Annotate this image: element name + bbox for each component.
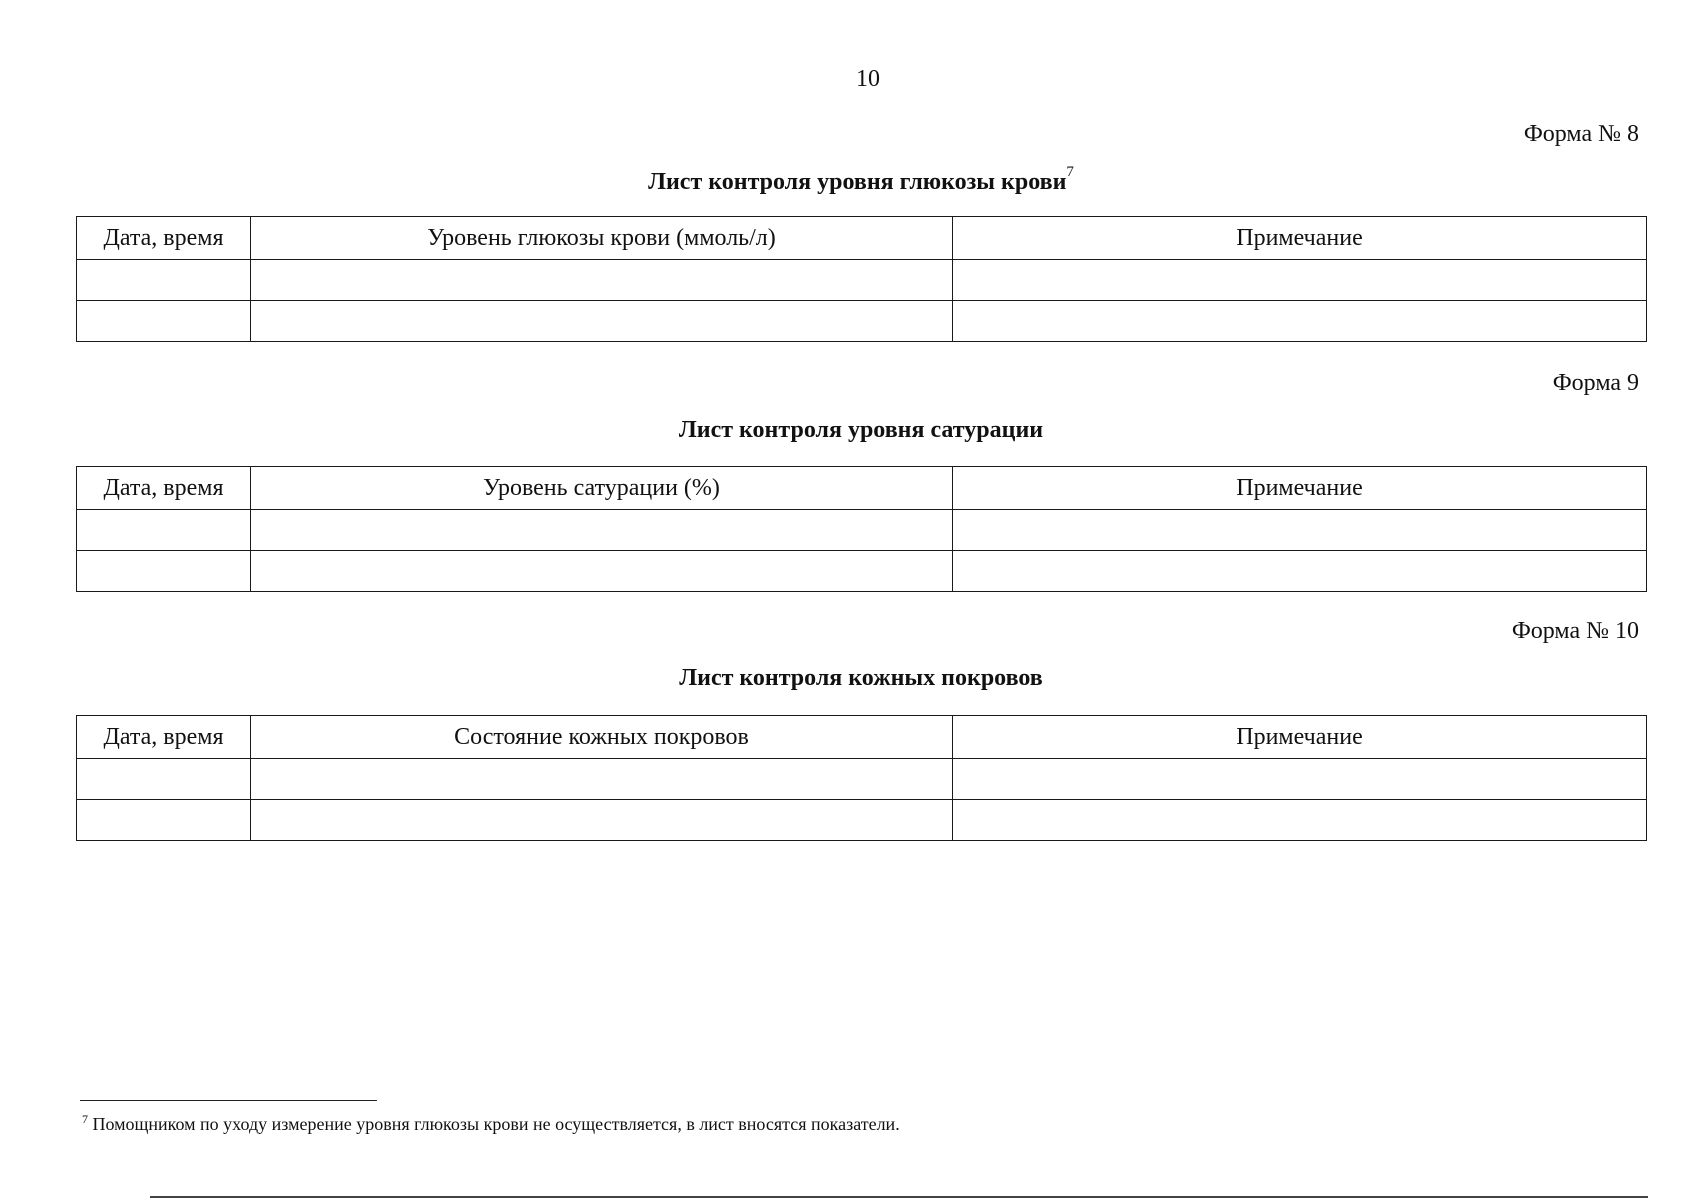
form-10-title: [0, 665, 1708, 692]
column-header-note: Примечание: [953, 716, 1647, 759]
table-cell: [251, 510, 953, 551]
table-row: [77, 800, 1647, 841]
footnote-text: Помощником по уходу измерение уровня глюкозы крови не осуществляется, в лист вносятся показатели.: [92, 1114, 900, 1134]
column-header-date-time: Дата, время: [77, 217, 251, 260]
table-cell: [251, 759, 953, 800]
form-8-title-text: Лист контроля уровня глюкозы крови: [648, 169, 1067, 195]
table-row: [77, 510, 1647, 551]
column-header-note: Примечание: [953, 217, 1647, 260]
form-9-title-text: Лист контроля уровня сатурации: [678, 417, 1044, 443]
table-row: [77, 551, 1647, 592]
table-cell: [251, 551, 953, 592]
footnote-number: 7: [82, 1112, 88, 1126]
table-cell: [77, 551, 251, 592]
table-header-row: [77, 217, 1647, 260]
table-cell: [251, 301, 953, 342]
column-header-date-time: Дата, время: [77, 716, 251, 759]
table-cell: [953, 301, 1647, 342]
table-cell: [77, 800, 251, 841]
form-9-label: Форма 9: [1552, 370, 1639, 396]
table-cell: [251, 260, 953, 301]
table-header-row: [77, 467, 1647, 510]
table-cell: [953, 551, 1647, 592]
column-header-date-time: Дата, время: [77, 467, 251, 510]
table-cell: [77, 260, 251, 301]
table-cell: [953, 759, 1647, 800]
page-bottom-edge: [150, 1196, 1648, 1198]
table-cell: [953, 800, 1647, 841]
footnote-divider: [80, 1100, 377, 1101]
footnote-ref-marker: 7: [1066, 164, 1074, 180]
table-row: [77, 301, 1647, 342]
table-row: [77, 260, 1647, 301]
table-cell: [77, 759, 251, 800]
table-cell: [77, 510, 251, 551]
footnote: [82, 1112, 900, 1135]
table-cell: [77, 301, 251, 342]
table-header-row: [77, 716, 1647, 759]
glucose-control-table: [76, 216, 1647, 342]
table-cell: [251, 800, 953, 841]
skin-condition-control-table: [76, 715, 1647, 841]
page-number: 10: [856, 66, 880, 92]
column-header-glucose-level: Уровень глюкозы крови (ммоль/л): [251, 217, 953, 260]
form-9-title: [0, 417, 1708, 444]
form-10-title-text: Лист контроля кожных покровов: [679, 665, 1043, 691]
saturation-control-table: [76, 466, 1647, 592]
table-cell: [953, 510, 1647, 551]
column-header-skin-condition: Состояние кожных покровов: [251, 716, 953, 759]
form-10-label: Форма № 10: [1511, 618, 1639, 644]
form-8-title: [0, 164, 1708, 196]
column-header-saturation-level: Уровень сатурации (%): [251, 467, 953, 510]
table-cell: [953, 260, 1647, 301]
column-header-note: Примечание: [953, 467, 1647, 510]
table-row: [77, 759, 1647, 800]
form-8-label: Форма № 8: [1523, 121, 1639, 147]
